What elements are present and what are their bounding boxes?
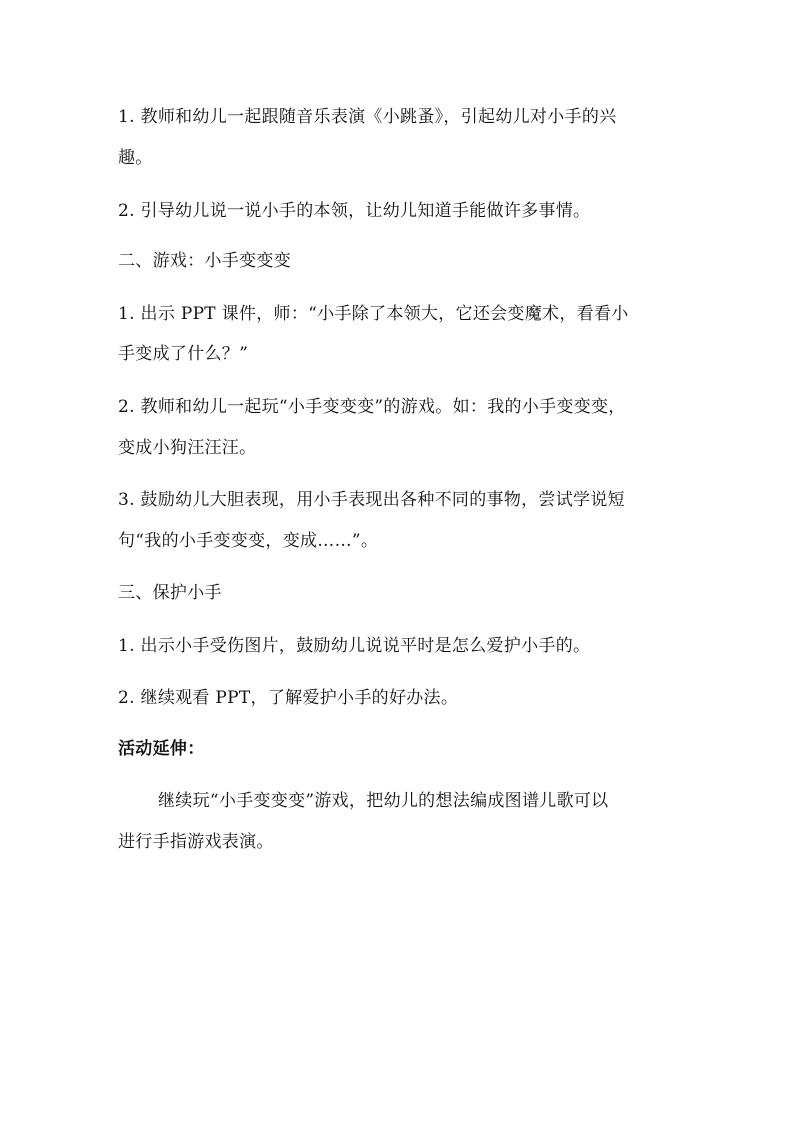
section2-item1-line1: 1. 出示 PPT 课件，师：“小手除了本领大，它还会变魔术，看看小 [118,304,629,324]
extension-heading: 活动延伸： [118,739,205,759]
section2-item3-line1: 3. 鼓励幼儿大胆表现，用小手表现出各种不同的事物，尝试学说短 [118,490,625,510]
extension-para-line2: 进行手指游戏表演。 [118,832,274,852]
section2-item2-line2: 变成小狗汪汪汪。 [118,438,257,458]
section1-item2: 2. 引导幼儿说一说小手的本领，让幼儿知道手能做许多事情。 [118,201,591,221]
section2-heading: 二、游戏：小手变变变 [118,251,291,271]
section2-item2-line1: 2. 教师和幼儿一起玩“小手变变变”的游戏。如：我的小手变变变， [118,397,626,417]
extension-para-line1: 继续玩“小手变变变”游戏，把幼儿的想法编成图谱儿歌可以 [158,791,609,811]
section1-item1-line2: 趣。 [118,148,153,168]
section2-item3-line2: 句“我的小手变变变，变成……”。 [118,531,379,551]
section3-item2: 2. 继续观看 PPT，了解爱护小手的好办法。 [118,688,459,708]
section2-item1-line2: 手变成了什么？” [118,344,249,364]
section3-item1: 1. 出示小手受伤图片，鼓励幼儿说说平时是怎么爱护小手的。 [118,636,591,656]
section3-heading: 三、保护小手 [118,583,222,603]
section1-item1-line1: 1. 教师和幼儿一起跟随音乐表演《小跳蚤》，引起幼儿对小手的兴 [118,107,617,127]
